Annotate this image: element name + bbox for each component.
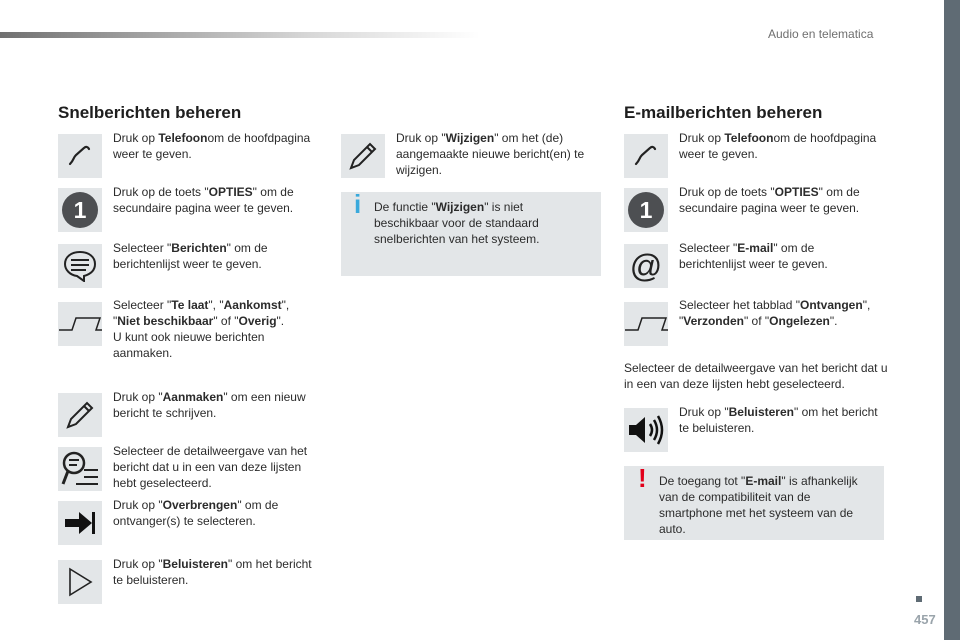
phone-icon <box>624 134 668 178</box>
left-step-7-text: Druk op "Overbrengen" om de ontvanger(s) te selecteren. <box>113 498 279 528</box>
message-list-icon <box>58 244 102 288</box>
warning-icon: ! <box>638 463 647 493</box>
at-sign-glyph: @ <box>629 248 663 284</box>
left-step-2-text: Druk op de toets "OPTIES" om de secundaire pagina weer te geven. <box>113 185 294 215</box>
left-step-5-text: Druk op "Aanmaken" om een nieuw bericht te schrijven. <box>113 390 306 420</box>
speaker-icon <box>624 408 668 452</box>
info-icon: i <box>354 189 362 219</box>
play-icon <box>58 560 102 604</box>
right-detail-text: Selecteer de detailweergave van het bericht dat u in een van deze lijsten hebt geselecteerd. <box>624 361 888 391</box>
number-one-label: 1 <box>73 197 87 223</box>
right-section-title: E-mailberichten beheren <box>624 103 823 122</box>
number-one-icon <box>624 188 668 232</box>
header-gradient-bar <box>0 32 480 38</box>
right-step-4-text: Selecteer het tabblad "Ontvangen", "Verzonden" of "Ongelezen". <box>679 298 871 328</box>
left-step-3-text: Selecteer "Berichten" om de berichtenlijst weer te geven. <box>113 241 268 271</box>
page-edge-strip <box>944 0 960 640</box>
page-marker <box>916 596 922 602</box>
right-step-1-text: Druk op Telefoonom de hoofdpagina weer te geven. <box>679 131 877 161</box>
tab-icon <box>624 302 668 346</box>
info-note <box>341 189 601 276</box>
section-label: Audio en telematica <box>768 27 874 41</box>
warning-note-text: De toegang tot "E-mail" is afhankelijk van de compatibiliteit van de smartphone met het systeem van de auto. <box>659 474 858 536</box>
pencil-icon <box>58 393 102 437</box>
pencil-icon <box>341 134 385 178</box>
right-listen-text: Druk op "Beluisteren" om het bericht te beluisteren. <box>679 405 878 435</box>
left-step-6-text: Selecteer de detailweergave van het bericht dat u in een van deze lijsten hebt geselecteerd. <box>113 444 308 490</box>
left-section-title: Snelberichten beheren <box>58 103 242 122</box>
number-one-icon <box>58 188 102 232</box>
page-number: 457 <box>914 612 936 627</box>
number-one-label: 1 <box>639 197 653 223</box>
right-step-3-text: Selecteer "E-mail" om de berichtenlijst weer te geven. <box>679 241 828 271</box>
forward-arrow-icon <box>58 501 102 545</box>
warning-note <box>624 463 884 540</box>
middle-step-text: Druk op "Wijzigen" om het (de) aangemaakte nieuwe bericht(en) te wijzigen. <box>396 131 585 177</box>
left-step-4-text: Selecteer "Te laat", "Aankomst", "Niet beschikbaar" of "Overig". U kunt ook nieuwe berichten aanmaken. <box>113 298 290 360</box>
left-step-8-text: Druk op "Beluisteren" om het bericht te beluisteren. <box>113 557 312 587</box>
message-detail-icon <box>58 447 102 491</box>
left-step-1-text: Druk op Telefoonom de hoofdpagina weer te geven. <box>113 131 311 161</box>
right-step-2-text: Druk op de toets "OPTIES" om de secundaire pagina weer te geven. <box>679 185 860 215</box>
phone-icon <box>58 134 102 178</box>
info-note-text: De functie "Wijzigen" is niet beschikbaar voor de standaard snelberichten van het systeem. <box>374 200 540 246</box>
at-sign-icon <box>624 244 668 288</box>
tab-icon <box>58 302 102 346</box>
